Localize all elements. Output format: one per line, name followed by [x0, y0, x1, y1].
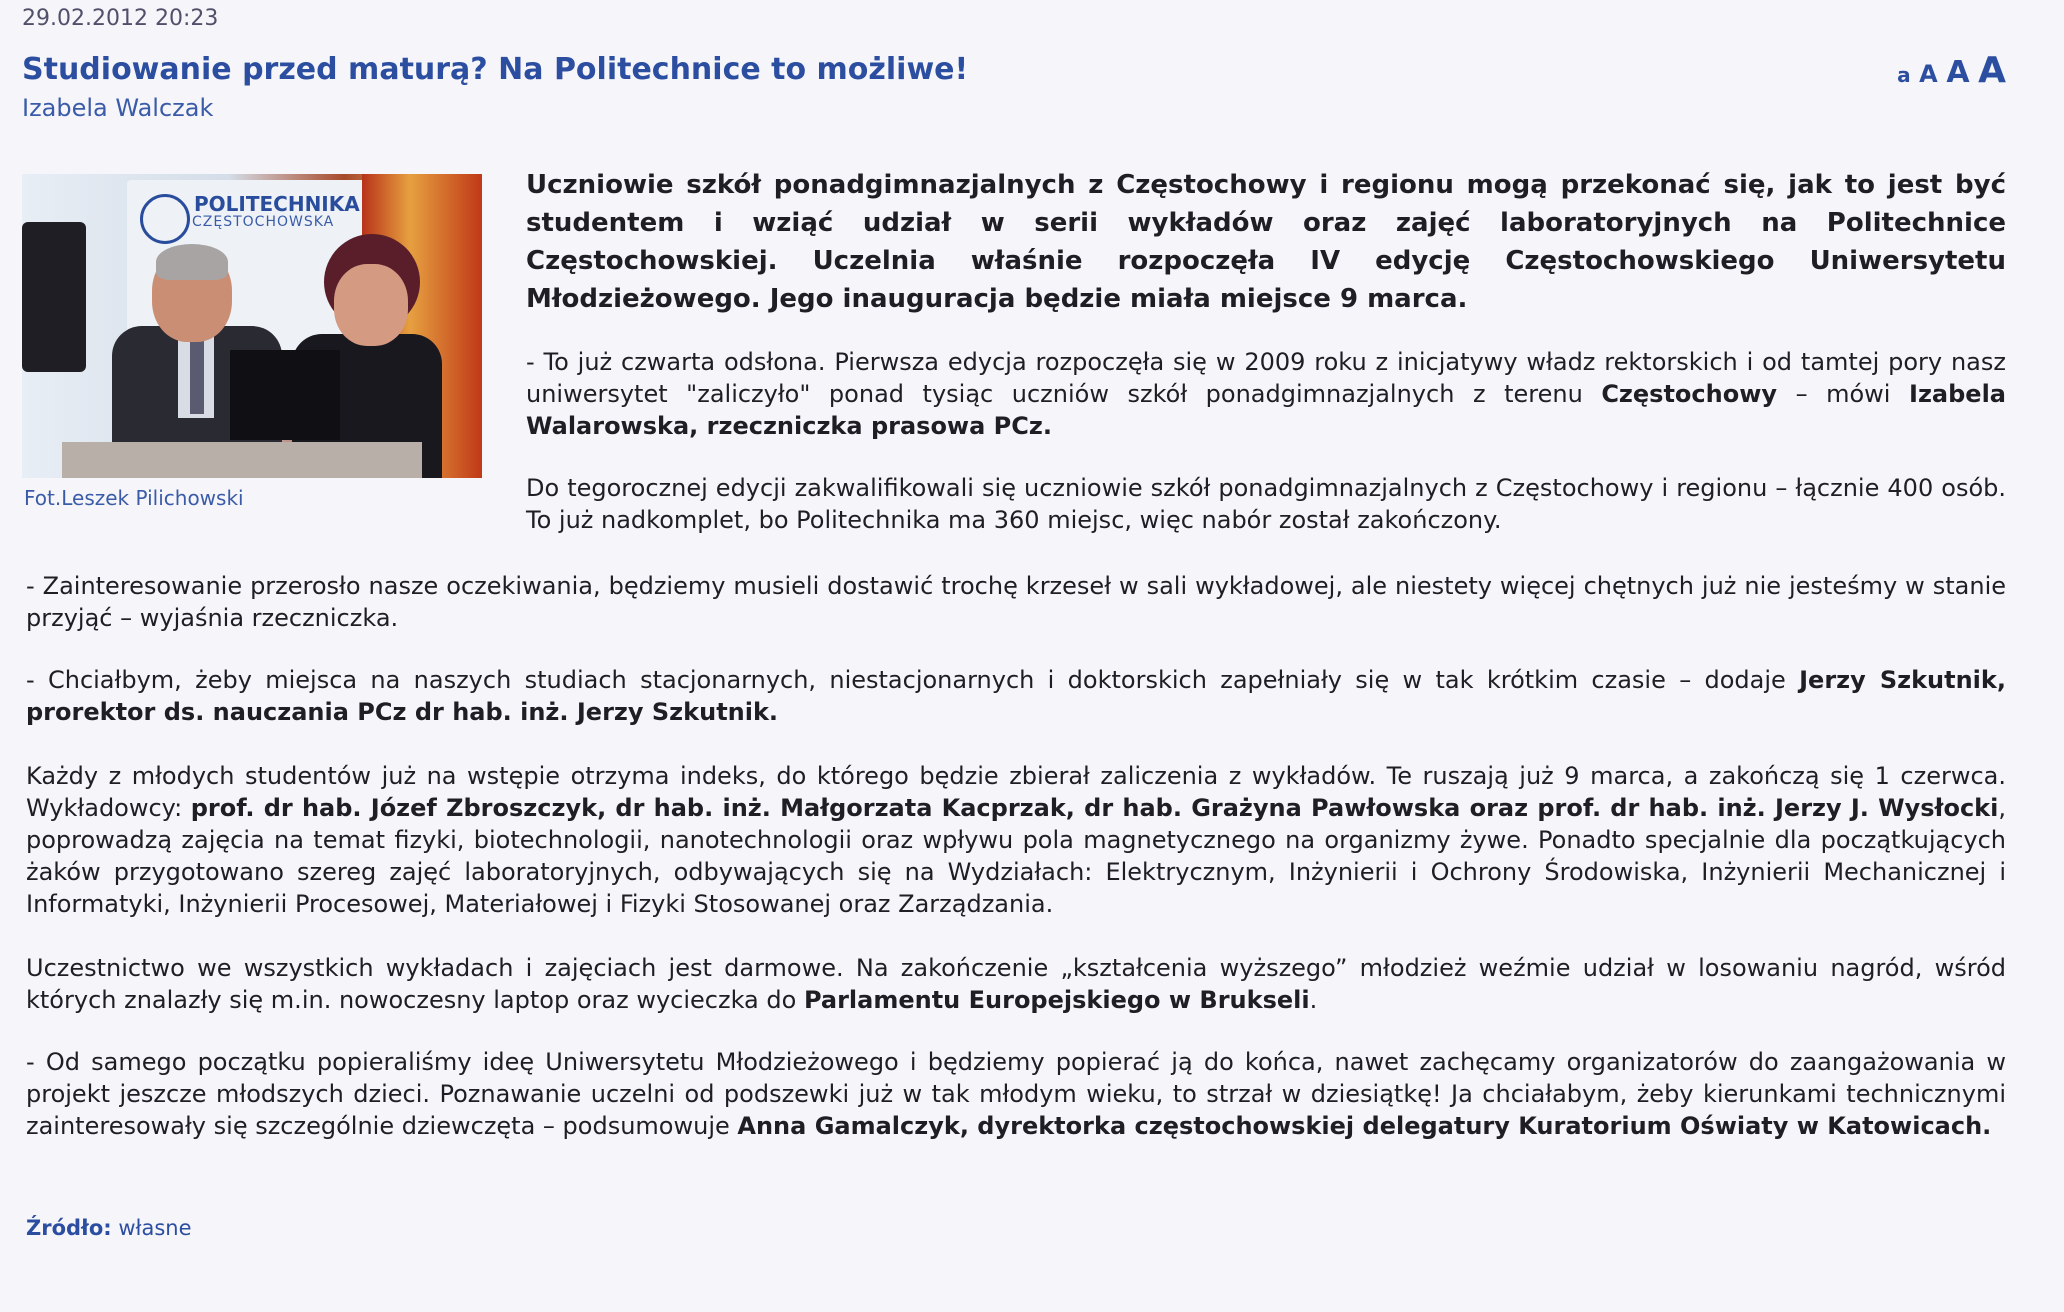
paragraph-4-text: - Chciałbym, żeby miejsca na naszych studiach stacjonarnych, niestacjonarnych i doktorskich zapełniały się w tak krótkim czasie – dodaje [26, 666, 1800, 694]
paragraph-6 [26, 952, 2006, 1016]
article-title: Studiowanie przed maturą? Na Politechnice to możliwe! [22, 52, 969, 87]
photo-banner-title: POLITECHNIKA [194, 192, 360, 216]
photo-man-tie [190, 334, 204, 414]
article-source [26, 1216, 192, 1240]
paragraph-5-text-1: Każdy z młodych studentów już na wstępie otrzyma indeks, do którego będzie zbierał zaliczenia z wykładów. Te ruszają już 9 marca, a zakończą się 1 czerwca. Wykładowcy: [26, 762, 2006, 822]
paragraph-5 [26, 760, 2006, 920]
paragraph-6-bold-parliament: Parlamentu Europejskiego w Brukseli [803, 986, 1310, 1014]
paragraph-1-text: - To już czwarta odsłona. Pierwsza edycja rozpoczęła się w 2009 roku z inicjatywy władz rektorskich i od tamtej pory nasz uniwersytet "zaliczyło" ponad tysiąc uczniów szkół ponadgimnazjalnych z terenu [526, 348, 2006, 408]
article-lead: Uczniowie szkół ponadgimnazjalnych z Częstochowy i regionu mogą przekonać się, jak to jest być studentem i wziąć udział w serii wykładów oraz zajęć laboratoryjnych na Politechnice Częstochowskiej. Uczelnia właśnie rozpoczęła IV edycję Częstochowskiego Uniwersytetu Młodzieżowego. Jego inauguracja będzie miała miejsce 9 marca. [526, 170, 2006, 314]
paragraph-1-bold-city: Częstochowy [1601, 380, 1778, 408]
paragraph-4 [26, 664, 2006, 728]
source-value: własne [118, 1216, 192, 1240]
paragraph-7-bold-speaker: Anna Gamalczyk, dyrektorka częstochowskiej delegatury Kuratorium Oświaty w Katowicach. [737, 1112, 1992, 1140]
photo-caption: Fot.Leszek Pilichowski [24, 486, 244, 510]
paragraph-5-text-2: , poprowadzą zajęcia na temat fizyki, biotechnologii, nanotechnologii oraz wpływu pola magnetycznego na organizmy żywe. Ponadto specjalnie dla początkujących żaków przygotowano szereg zajęć laboratoryjnych, odbywających się na Wydziałach: Elektrycznym, Inżynierii i Ochrony Środowiska, Inżynierii Mechanicznej i Informatyki, Inżynierii Procesowej, Materiałowej i Fizyki Stosowanej oraz Zarządzania. [26, 794, 2007, 918]
paragraph-4-bold-speaker: Jerzy Szkutnik, prorektor ds. nauczania PCz dr hab. inż. Jerzy Szkutnik. [26, 666, 2006, 726]
photo-desk [62, 442, 422, 478]
photo-man-hair [156, 244, 228, 280]
paragraph-3: - Zainteresowanie przerosło nasze oczekiwania, będziemy musieli dostawić trochę krzeseł w sali wykładowej, ale niestety więcej chętnych już nie jesteśmy w stanie przyjąć – wyjaśnia rzeczniczka. [26, 572, 2006, 632]
paragraph-7-text: - Od samego początku popieraliśmy ideę Uniwersytetu Młodzieżowego i będziemy popierać ją do końca, nawet zachęcamy organizatorów do zaangażowania w projekt jeszcze młodszych dzieci. Poznawanie uczelni od podszewki już w tak młodym wieku, to strzał w dziesiątkę! Ja chciałabym, żeby kierunkami technicznymi zainteresowały się szczególnie dziewczęta – podsumowuje [26, 1048, 2006, 1140]
photo-monitor [22, 222, 86, 372]
article-date: 29.02.2012 20:23 [22, 6, 219, 31]
photo-laptop [230, 350, 340, 440]
font-size-small-button[interactable]: a [1897, 63, 1911, 87]
photo-banner-subtitle: CZĘSTOCHOWSKA [192, 214, 335, 230]
article-author: Izabela Walczak [22, 94, 214, 122]
article-photo [22, 174, 482, 478]
university-logo-icon [140, 194, 190, 244]
paragraph-6-end: . [1309, 986, 1318, 1014]
paragraph-7 [26, 1046, 2006, 1142]
photo-woman-head [334, 264, 408, 346]
paragraph-2: Do tegorocznej edycji zakwalifikowali się uczniowie szkół ponadgimnazjalnych z Częstochowy i regionu – łącznie 400 osób. To już nadkomplet, bo Politechnika ma 360 miejsc, więc nabór został zakończony. [526, 474, 2006, 534]
font-size-controls [1894, 50, 2006, 91]
paragraph-6-text: Uczestnictwo we wszystkich wykładach i zajęciach jest darmowe. Na zakończenie „kształcenia wyższego” młodzież weźmie udział w losowaniu nagród, wśród których znalazły się m.in. nowoczesny laptop oraz wycieczka do [26, 954, 2006, 1014]
source-label: Źródło: [26, 1216, 112, 1240]
paragraph-1 [526, 346, 2006, 442]
paragraph-5-bold-lecturers: prof. dr hab. Józef Zbroszczyk, dr hab. inż. Małgorzata Kacprzak, dr hab. Grażyna Pawłowska oraz prof. dr hab. inż. Jerzy J. Wysłocki [190, 794, 1999, 822]
paragraph-1-mid: – mówi [1777, 380, 1910, 408]
paragraph-1-bold-speaker: Izabela Walarowska, rzeczniczka prasowa PCz. [526, 380, 2006, 440]
font-size-xlarge-button[interactable]: A [1978, 50, 2006, 91]
font-size-medium-button[interactable]: A [1919, 60, 1938, 88]
font-size-large-button[interactable]: A [1946, 55, 1970, 90]
